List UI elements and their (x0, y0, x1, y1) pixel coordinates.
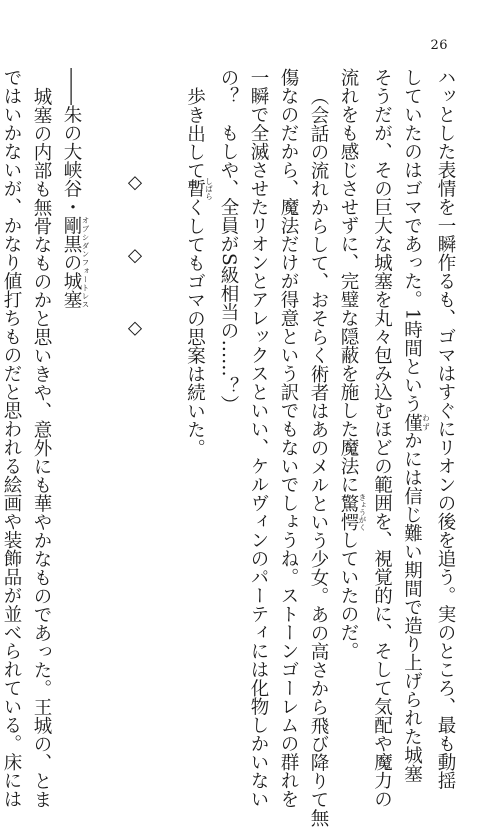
paragraph-line: 傷なのだから、魔法だけが得意という訳でもないでしょうね。ストーンゴーレムの群れを (278, 68, 299, 808)
scene-heading: ――朱の大峡谷・剛黒の城塞 オブシダンフォートレス (61, 68, 90, 309)
paragraph-line: の？ もしや、全員がS級相当の……？） (218, 68, 239, 414)
furigana: 僅 わず (401, 412, 431, 432)
furigana: 驚愕 きょうがく (338, 493, 367, 531)
paragraph-line: ハッとした表情を一瞬作るも、ゴマはすぐにリオンの後を追う。実のところ、最も動揺 (435, 68, 456, 790)
paragraph-line: 一瞬で全滅させたリオンとアレックスといい、ケルヴィンのパーティには化物しかいない (248, 68, 269, 808)
furigana: 剛黒の城塞 オブシダンフォートレス (61, 216, 90, 309)
paragraph-line: 流れをも感じさせずに、完璧な隠蔽を施した魔法に驚愕 きょうがくしていたのだ。 (338, 68, 367, 661)
paragraph-line: ではいかないが、かなり値打ちものだと思われる絵画や装飾品が並べられている。床には (1, 68, 22, 808)
paragraph-line: そうだが、その巨大な城塞を丸々包み込むほどの範囲を、視覚的に、そして気配や魔力の (371, 68, 393, 808)
paragraph-line: （会話の流れからして、おそらく術者はあのメルという少女。あの高さから飛び降りて無 (308, 86, 329, 827)
paragraph-line: していたのはゴマであった。1時間という僅 わずかには信じ難い期間で造り上げられた城塞 (401, 68, 431, 783)
paragraph-line: 歩き出して暫 しばらくしてもゴマの思案は続いた。 (184, 86, 214, 457)
vertical-text-body (0, 68, 460, 827)
blank-line (150, 68, 180, 664)
section-break: ◇ ◇ ◇ (124, 171, 146, 355)
paragraph-line: 城塞の内部も無骨なものかと思いきや、意外にも華やかなものであった。王城の、とま (31, 86, 52, 808)
furigana: 暫 しばら (184, 177, 214, 200)
blank-line (90, 68, 120, 664)
page-number: 26 (430, 38, 448, 53)
